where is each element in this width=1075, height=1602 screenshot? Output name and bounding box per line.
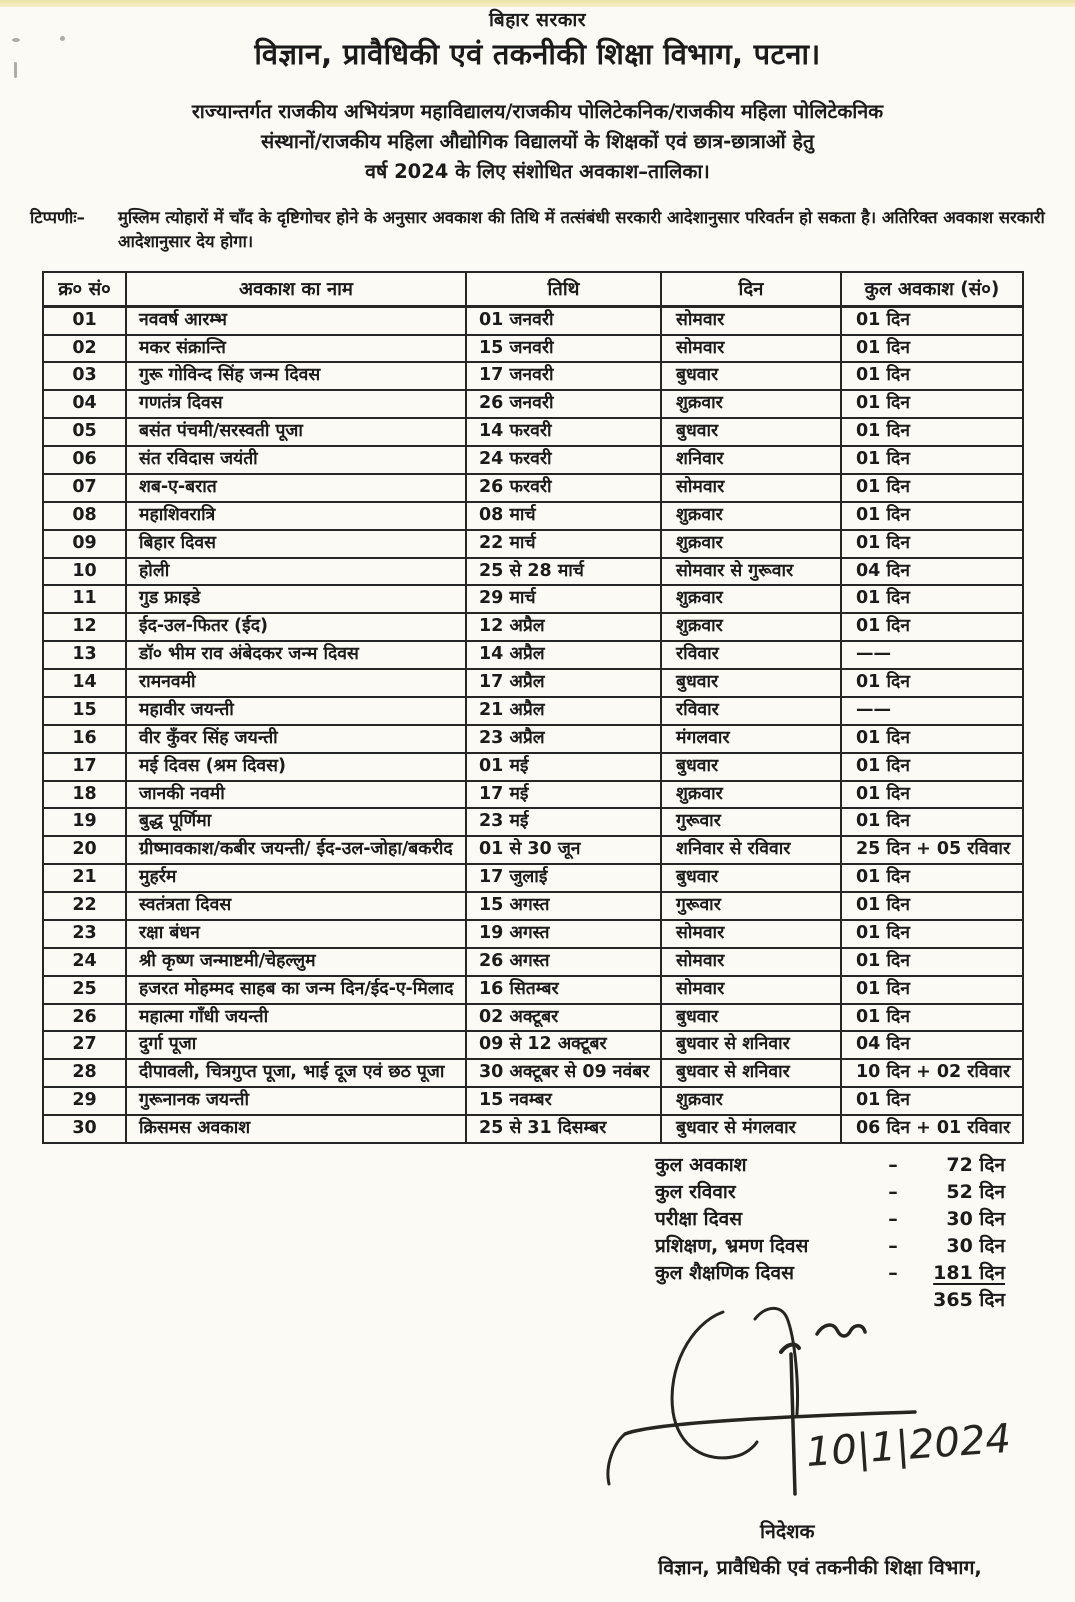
date-cell: 01 जनवरी: [466, 306, 661, 334]
date-cell: 22 मार्च: [466, 530, 661, 558]
total-days-cell: 01 दिन: [841, 669, 1023, 697]
day-cell: शुक्रवार: [661, 530, 841, 558]
holiday-name-cell: गुरूनानक जयन्ती: [126, 1087, 466, 1115]
day-cell: बुधवार से मंगलवार: [661, 1115, 841, 1143]
day-cell: रविवार: [661, 641, 841, 669]
day-cell: बुधवार: [661, 864, 841, 892]
serial-cell: 26: [43, 1004, 126, 1032]
date-cell: 19 अगस्त: [466, 920, 661, 948]
serial-cell: 12: [43, 613, 126, 641]
total-days-cell: 25 दिन + 05 रविवार: [841, 836, 1023, 864]
summary-dash: –: [888, 1207, 898, 1230]
day-cell: सोमवार: [661, 474, 841, 502]
holiday-name-cell: बसंत पंचमी/सरस्वती पूजा: [126, 418, 466, 446]
date-cell: 08 मार्च: [466, 502, 661, 530]
total-days-cell: 01 दिन: [841, 585, 1023, 613]
table-row: [43, 502, 1023, 530]
holiday-name-cell: ईद-उल-फितर (ईद): [126, 613, 466, 641]
date-cell: 26 अगस्त: [466, 948, 661, 976]
handwritten-signature: [595, 1294, 1015, 1524]
table-row: [43, 1031, 1023, 1059]
total-days-cell: 01 दिन: [841, 753, 1023, 781]
holiday-name-cell: महावीर जयन्ती: [126, 697, 466, 725]
day-cell: बुधवार: [661, 1004, 841, 1032]
day-cell: रविवार: [661, 697, 841, 725]
serial-cell: 01: [43, 306, 126, 334]
day-cell: शनिवार से रविवार: [661, 836, 841, 864]
holiday-name-cell: रामनवमी: [126, 669, 466, 697]
total-days-cell: 10 दिन + 02 रविवार: [841, 1059, 1023, 1087]
summary-label: कुल रविवार: [655, 1180, 736, 1203]
date-cell: 14 अप्रैल: [466, 641, 661, 669]
total-days-cell: 01 दिन: [841, 864, 1023, 892]
serial-cell: 08: [43, 502, 126, 530]
holiday-name-cell: दीपावली, चित्रगुप्त पूजा, भाई दूज एवं छठ पूजा: [126, 1059, 466, 1087]
date-cell: 17 अप्रैल: [466, 669, 661, 697]
summary-row: [655, 1152, 1005, 1179]
table-row: [43, 1059, 1023, 1087]
serial-cell: 14: [43, 669, 126, 697]
day-cell: शनिवार: [661, 446, 841, 474]
summary-grand-total-row: [655, 1287, 1005, 1314]
total-days-cell: 01 दिन: [841, 306, 1023, 334]
day-cell: सोमवार: [661, 306, 841, 334]
date-cell: 01 से 30 जून: [466, 836, 661, 864]
scan-top-edge-strip: [0, 0, 1075, 7]
date-cell: 15 जनवरी: [466, 335, 661, 363]
serial-cell: 11: [43, 585, 126, 613]
date-cell: 17 जुलाई: [466, 864, 661, 892]
signatory-department: विज्ञान, प्रावैधिकी एवं तकनीकी शिक्षा विभाग,: [658, 1556, 982, 1579]
column-header-0: क्र० सं०: [43, 272, 126, 306]
holiday-name-cell: गुरू गोविन्द सिंह जन्म दिवस: [126, 362, 466, 390]
day-cell: शुक्रवार: [661, 781, 841, 809]
day-cell: शुक्रवार: [661, 585, 841, 613]
table-row: [43, 613, 1023, 641]
holiday-name-cell: रक्षा बंधन: [126, 920, 466, 948]
day-cell: बुधवार से शनिवार: [661, 1031, 841, 1059]
date-cell: 02 अक्टूबर: [466, 1004, 661, 1032]
document-header: [0, 0, 1075, 188]
holiday-name-cell: होली: [126, 558, 466, 586]
day-cell: सोमवार: [661, 948, 841, 976]
summary-dash: –: [888, 1180, 898, 1203]
serial-cell: 03: [43, 362, 126, 390]
serial-cell: 02: [43, 335, 126, 363]
summary-label: प्रशिक्षण, भ्रमण दिवस: [655, 1234, 809, 1257]
serial-cell: 22: [43, 892, 126, 920]
table-row: [43, 446, 1023, 474]
table-row: [43, 864, 1023, 892]
holiday-name-cell: हजरत मोहम्मद साहब का जन्म दिन/ईद-ए-मिलाद: [126, 976, 466, 1004]
total-days-cell: 01 दिन: [841, 781, 1023, 809]
date-cell: 17 मई: [466, 781, 661, 809]
table-row: [43, 474, 1023, 502]
summary-value: 181 दिन: [933, 1261, 1005, 1284]
total-days-cell: ——: [841, 641, 1023, 669]
serial-cell: 07: [43, 474, 126, 502]
holiday-table: [42, 271, 1024, 1144]
total-days-cell: 01 दिन: [841, 1087, 1023, 1115]
date-cell: 15 नवम्बर: [466, 1087, 661, 1115]
column-header-1: अवकाश का नाम: [126, 272, 466, 306]
serial-cell: 13: [43, 641, 126, 669]
handwritten-date: 10|1|2024: [804, 1415, 1013, 1476]
summary-row: [655, 1233, 1005, 1260]
holiday-name-cell: गणतंत्र दिवस: [126, 390, 466, 418]
summary-block: [655, 1152, 1005, 1314]
table-row: [43, 390, 1023, 418]
summary-label: परीक्षा दिवस: [655, 1207, 743, 1230]
total-days-cell: 01 दिन: [841, 1004, 1023, 1032]
holiday-name-cell: क्रिसमस अवकाश: [126, 1115, 466, 1143]
date-cell: 26 फरवरी: [466, 474, 661, 502]
holiday-name-cell: मुहर्रम: [126, 864, 466, 892]
day-cell: शुक्रवार: [661, 613, 841, 641]
holiday-name-cell: मई दिवस (श्रम दिवस): [126, 753, 466, 781]
total-days-cell: 04 दिन: [841, 558, 1023, 586]
summary-dash: –: [888, 1261, 898, 1284]
serial-cell: 17: [43, 753, 126, 781]
table-row: [43, 530, 1023, 558]
day-cell: बुधवार: [661, 362, 841, 390]
total-days-cell: 01 दिन: [841, 418, 1023, 446]
total-days-cell: 01 दिन: [841, 948, 1023, 976]
day-cell: बुधवार से शनिवार: [661, 1059, 841, 1087]
table-row: [43, 1004, 1023, 1032]
summary-value: 30 दिन: [946, 1207, 1005, 1230]
day-cell: बुधवार: [661, 753, 841, 781]
total-days-cell: 01 दिन: [841, 362, 1023, 390]
total-days-cell: 01 दिन: [841, 613, 1023, 641]
table-row: [43, 753, 1023, 781]
serial-cell: 20: [43, 836, 126, 864]
total-days-cell: 01 दिन: [841, 808, 1023, 836]
holiday-name-cell: ग्रीष्मावकाश/कबीर जयन्ती/ ईद-उल-जोहा/बकरीद: [126, 836, 466, 864]
serial-cell: 10: [43, 558, 126, 586]
day-cell: गुरूवार: [661, 808, 841, 836]
document-subtitle: [0, 97, 1075, 188]
note-block: [30, 206, 1047, 256]
table-row: [43, 585, 1023, 613]
holiday-name-cell: जानकी नवमी: [126, 781, 466, 809]
total-days-cell: ——: [841, 697, 1023, 725]
holiday-name-cell: नववर्ष आरम्भ: [126, 306, 466, 334]
day-cell: शुक्रवार: [661, 1087, 841, 1115]
holiday-name-cell: बुद्ध पूर्णिमा: [126, 808, 466, 836]
table-row: [43, 1087, 1023, 1115]
total-days-cell: 01 दिन: [841, 725, 1023, 753]
total-days-cell: 01 दिन: [841, 446, 1023, 474]
serial-cell: 18: [43, 781, 126, 809]
serial-cell: 21: [43, 864, 126, 892]
holiday-name-cell: महात्मा गाँधी जयन्ती: [126, 1004, 466, 1032]
summary-row: [655, 1179, 1005, 1206]
note-text: [118, 206, 1047, 256]
holiday-name-cell: स्वतंत्रता दिवस: [126, 892, 466, 920]
day-cell: सोमवार: [661, 335, 841, 363]
subtitle-line-1: राज्यान्तर्गत राजकीय अभियंत्रण महाविद्यालय/राजकीय पोलिटेकनिक/राजकीय महिला पोलिटेकनिक: [191, 100, 884, 123]
serial-cell: 24: [43, 948, 126, 976]
date-cell: 29 मार्च: [466, 585, 661, 613]
summary-label: कुल शैक्षणिक दिवस: [655, 1261, 794, 1284]
serial-cell: 28: [43, 1059, 126, 1087]
date-cell: 12 अप्रैल: [466, 613, 661, 641]
serial-cell: 15: [43, 697, 126, 725]
table-row: [43, 948, 1023, 976]
holiday-name-cell: मकर संक्रान्ति: [126, 335, 466, 363]
serial-cell: 09: [43, 530, 126, 558]
date-cell: 25 से 28 मार्च: [466, 558, 661, 586]
holiday-name-cell: शब-ए-बरात: [126, 474, 466, 502]
day-cell: शुक्रवार: [661, 502, 841, 530]
summary-row: [655, 1260, 1005, 1287]
holiday-name-cell: महाशिवरात्रि: [126, 502, 466, 530]
date-cell: 30 अक्टूबर से 09 नवंबर: [466, 1059, 661, 1087]
grand-total-days: 365 दिन: [933, 1288, 1005, 1311]
scan-speck: [60, 36, 65, 41]
total-days-cell: 06 दिन + 01 रविवार: [841, 1115, 1023, 1143]
summary-value: 72 दिन: [946, 1153, 1005, 1176]
holiday-name-cell: श्री कृष्ण जन्माष्टमी/चेहल्लुम: [126, 948, 466, 976]
serial-cell: 27: [43, 1031, 126, 1059]
note-label: टिप्पणीः–: [30, 207, 85, 227]
date-cell: 15 अगस्त: [466, 892, 661, 920]
summary-label: कुल अवकाश: [655, 1153, 747, 1176]
day-cell: बुधवार: [661, 418, 841, 446]
day-cell: शुक्रवार: [661, 390, 841, 418]
total-days-cell: 04 दिन: [841, 1031, 1023, 1059]
total-days-cell: 01 दिन: [841, 390, 1023, 418]
serial-cell: 29: [43, 1087, 126, 1115]
column-header-2: तिथि: [466, 272, 661, 306]
scan-speck: [14, 62, 17, 78]
day-cell: सोमवार: [661, 976, 841, 1004]
serial-cell: 16: [43, 725, 126, 753]
date-cell: 25 से 31 दिसम्बर: [466, 1115, 661, 1143]
scan-speck: [12, 38, 20, 42]
date-cell: 23 मई: [466, 808, 661, 836]
serial-cell: 06: [43, 446, 126, 474]
date-cell: 01 मई: [466, 753, 661, 781]
holiday-name-cell: संत रविदास जयंती: [126, 446, 466, 474]
serial-cell: 25: [43, 976, 126, 1004]
total-days-cell: 01 दिन: [841, 335, 1023, 363]
day-cell: बुधवार: [661, 669, 841, 697]
total-days-cell: 01 दिन: [841, 920, 1023, 948]
day-cell: सोमवार: [661, 920, 841, 948]
day-cell: गुरूवार: [661, 892, 841, 920]
day-cell: मंगलवार: [661, 725, 841, 753]
date-cell: 14 फरवरी: [466, 418, 661, 446]
serial-cell: 19: [43, 808, 126, 836]
table-row: [43, 836, 1023, 864]
holiday-name-cell: वीर कुँवर सिंह जयन्ती: [126, 725, 466, 753]
serial-cell: 23: [43, 920, 126, 948]
table-row: [43, 641, 1023, 669]
summary-value: 30 दिन: [946, 1234, 1005, 1257]
date-cell: 16 सितम्बर: [466, 976, 661, 1004]
summary-dash: –: [888, 1234, 898, 1257]
table-row: [43, 808, 1023, 836]
total-days-cell: 01 दिन: [841, 892, 1023, 920]
holiday-name-cell: डॉ० भीम राव अंबेदकर जन्म दिवस: [126, 641, 466, 669]
government-name: बिहार सरकार: [488, 9, 587, 31]
table-row: [43, 976, 1023, 1004]
table-row: [43, 725, 1023, 753]
summary-value: 52 दिन: [946, 1180, 1005, 1203]
column-header-3: दिन: [661, 272, 841, 306]
date-cell: 24 फरवरी: [466, 446, 661, 474]
note-line-2: अतिरिक्त अवकाश सरकारी आदेशानुसार देय होगा।: [118, 207, 1045, 252]
date-cell: 23 अप्रैल: [466, 725, 661, 753]
table-row: [43, 362, 1023, 390]
holiday-name-cell: दुर्गा पूजा: [126, 1031, 466, 1059]
date-cell: 17 जनवरी: [466, 362, 661, 390]
signatory-title: निदेशक: [760, 1520, 815, 1543]
serial-cell: 30: [43, 1115, 126, 1143]
table-row: [43, 306, 1023, 334]
summary-dash: –: [888, 1153, 898, 1176]
table-row: [43, 1115, 1023, 1143]
table-row: [43, 558, 1023, 586]
subtitle-line-2: संस्थानों/राजकीय महिला औद्योगिक विद्यालयों के शिक्षकों एवं छात्र-छात्राओं हेतु: [261, 130, 814, 154]
serial-cell: 05: [43, 418, 126, 446]
date-cell: 09 से 12 अक्टूबर: [466, 1031, 661, 1059]
total-days-cell: 01 दिन: [841, 976, 1023, 1004]
holiday-name-cell: बिहार दिवस: [126, 530, 466, 558]
holiday-name-cell: गुड फ्राइडे: [126, 585, 466, 613]
note-line-1: मुस्लिम त्योहारों में चाँद के दृष्टिगोचर होने के अनुसार अवकाश की तिथि में तत्संबंधी सरकारी आदेशानुसार परिवर्तन हो सकता है।: [118, 207, 882, 227]
summary-row: [655, 1206, 1005, 1233]
table-row: [43, 335, 1023, 363]
page-title: विज्ञान, प्रावैधिकी एवं तकनीकी शिक्षा विभाग, पटना।: [254, 37, 821, 71]
table-row: [43, 781, 1023, 809]
serial-cell: 04: [43, 390, 126, 418]
table-row: [43, 920, 1023, 948]
table-row: [43, 892, 1023, 920]
date-cell: 26 जनवरी: [466, 390, 661, 418]
day-cell: सोमवार से गुरूवार: [661, 558, 841, 586]
total-days-cell: 01 दिन: [841, 502, 1023, 530]
table-row: [43, 418, 1023, 446]
table-header-row: [43, 272, 1023, 306]
column-header-4: कुल अवकाश (सं०): [841, 272, 1023, 306]
table-row: [43, 669, 1023, 697]
table-row: [43, 697, 1023, 725]
date-cell: 21 अप्रैल: [466, 697, 661, 725]
total-days-cell: 01 दिन: [841, 474, 1023, 502]
total-days-cell: 01 दिन: [841, 530, 1023, 558]
subtitle-line-3: वर्ष 2024 के लिए संशोधित अवकाश–तालिका।: [365, 160, 710, 184]
